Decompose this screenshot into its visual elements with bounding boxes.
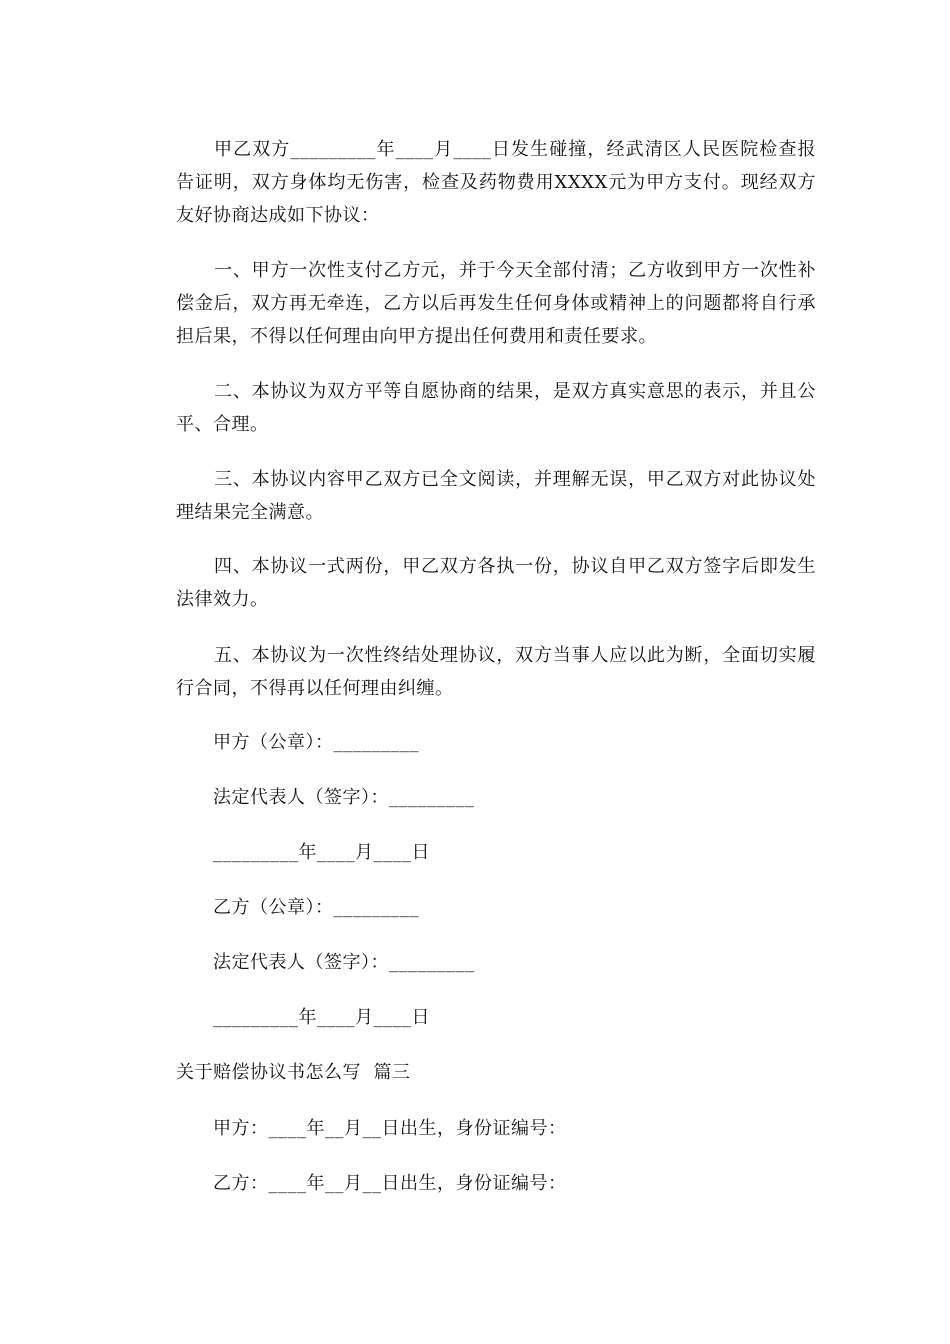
intro-paragraph: 甲乙双方_________年____月____日发生碰撞，经武清区人民医院检查报告证明，双方身体均无伤害，检查及药物费用XXXX元为甲方支付。现经双方友好协商达成如下协议： [176, 139, 816, 226]
section3-party-b-line: 乙方：____年__月__日出生，身份证编号： [213, 1173, 567, 1194]
clause-4: 四、本协议一式两份，甲乙双方各执一份，协议自甲乙双方签字后即发生法律效力。 [176, 556, 816, 610]
party-a-date-line: _________年____月____日 [213, 842, 430, 863]
clause-2: 二、本协议为双方平等自愿协商的结果，是双方真实意思的表示，并且公平、合理。 [176, 381, 816, 435]
clause-5: 五、本协议为一次性终结处理协议，双方当事人应以此为断，全面切实履行合同，不得再以任何理由纠缠。 [176, 645, 816, 699]
party-a-seal-line: 甲方（公章）：_________ [213, 732, 419, 753]
section3-party-a-line: 甲方：____年__月__日出生，身份证编号： [213, 1118, 567, 1139]
party-b-seal-line: 乙方（公章）：_________ [213, 897, 419, 918]
party-b-date-line: _________年____月____日 [213, 1007, 430, 1028]
party-b-representative-line: 法定代表人（签字）：_________ [213, 952, 475, 973]
clause-1: 一、甲方一次性支付乙方元，并于今天全部付清；乙方收到甲方一次性补偿金后，双方再无牵连，乙方以后再发生任何身体或精神上的问题都将自行承担后果，不得以任何理由向甲方提出任何费用和责任要求。 [176, 260, 816, 347]
party-a-representative-line: 法定代表人（签字）：_________ [213, 787, 475, 808]
clause-3: 三、本协议内容甲乙双方已全文阅读，并理解无误，甲乙双方对此协议处理结果完全满意。 [176, 469, 816, 523]
section-heading: 关于赔偿协议书怎么写 篇三 [176, 1062, 411, 1083]
